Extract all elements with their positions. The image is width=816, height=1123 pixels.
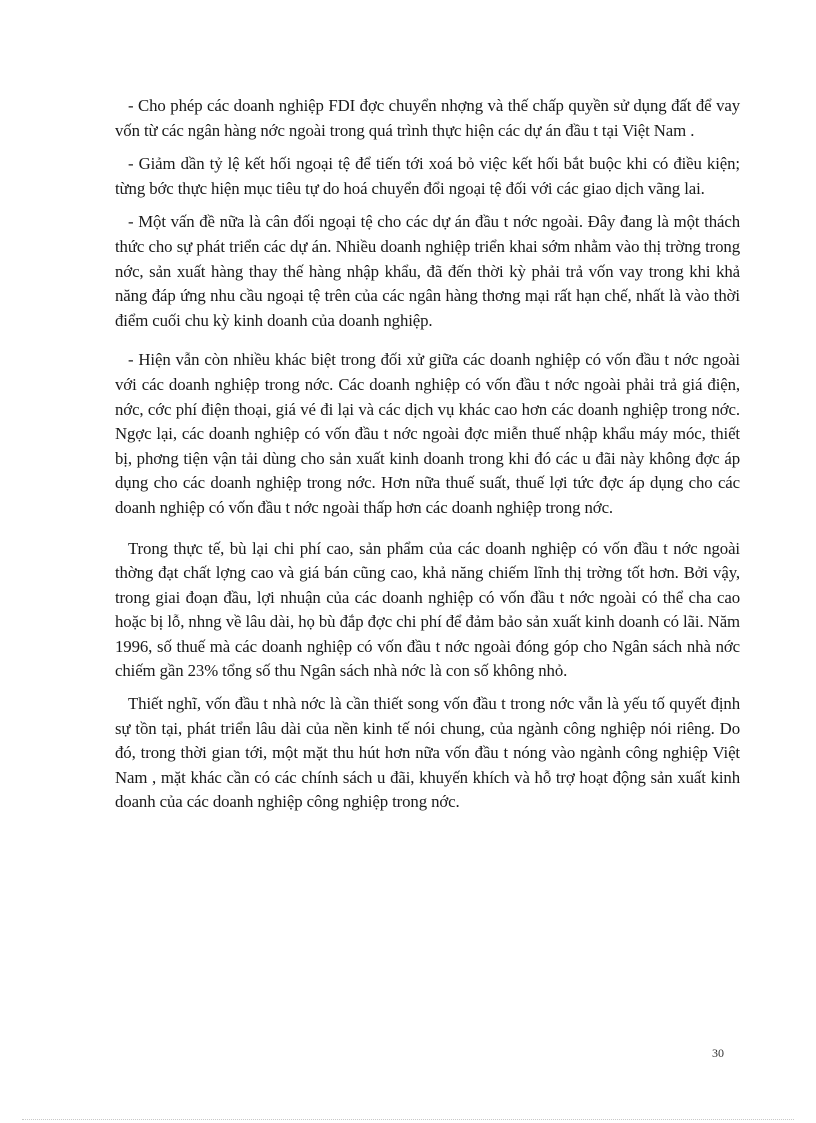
document-body (115, 94, 740, 815)
paragraph-fdi-land-rights: - Cho phép các doanh nghiệp FDI đợc chuyển nhợng và thế chấp quyền sử dụng đất để vay vốn từ các ngân hàng nớc ngoài trong quá trình thực hiện các dự án đầu t tại Việt Nam . (115, 96, 740, 140)
page-number: 30 (712, 1046, 724, 1060)
paragraph-currency-balance: - Một vấn đề nữa là cân đối ngoại tệ cho các dự án đầu t nớc ngoài. Đây đang là một thách thức cho sự phát triển các dự án. Nhiều doanh nghiệp triển khai sớm nhằm vào thị trờng trong nớc, sản xuất hàng thay thế hàng nhập khẩu, đã đến thời kỳ phải trả vốn vay trong khi khả năng đáp ứng nhu cầu ngoại tệ trên của các ngân hàng thơng mại rất hạn chế, nhất là vào thời điểm cuối chu kỳ kinh doanh của doanh nghiệp. (115, 212, 740, 330)
paragraph-in-practice: Trong thực tế, bù lại chi phí cao, sản phẩm của các doanh nghiệp có vốn đầu t nớc ngoài thờng đạt chất lợng cao và giá bán cũng cao, khả năng chiếm lĩnh thị trờng tốt hơn. Bởi vậy, trong giai đoạn đầu, lợi nhuận của các doanh nghiệp có vốn đầu t nớc ngoài có thể cha cao hoặc bị lỗ, nhng về lâu dài, họ bù đắp đợc chi phí để đảm bảo sản xuất kinh doanh có lãi. Năm 1996, số thuế mà các doanh nghiệp có vốn đầu t nớc ngoài đóng góp cho Ngân sách nhà nớc chiếm gần 23% tổng số thu Ngân sách nhà nớc là con số không nhỏ. (115, 538, 740, 681)
paragraph-treatment-differences: - Hiện vẫn còn nhiều khác biệt trong đối xử giữa các doanh nghiệp có vốn đầu t nớc ngoài với các doanh nghiệp trong nớc. Các doanh nghiệp có vốn đầu t nớc ngoài phải trả giá điện, nớc, cớc phí điện thoại, giá vé đi lại và các dịch vụ khác cao hơn các doanh nghiệp trong nớc. Ngợc lại, các doanh nghiệp có vốn đầu t nớc ngoài đợc miễn thuế nhập khẩu máy móc, thiết bị, phơng tiện vận tải dùng cho sản xuất kinh doanh trong khi đó các u đãi này không đợc áp dụng cho các doanh nghiệp trong nớc. Hơn nữa thuế suất, thuế lợi tức đợc áp dụng cho các doanh nghiệp có vốn đầu t nớc ngoài thấp hơn các doanh nghiệp trong nớc. (115, 350, 740, 517)
paragraph-conclusion: Thiết nghĩ, vốn đầu t nhà nớc là cần thiết song vốn đầu t trong nớc vẫn là yếu tố quyết định sự tồn tại, phát triển lâu dài của nền kinh tế nói chung, của ngành công nghiệp nói riêng. Do đó, trong thời gian tới, một mặt thu hút hơn nữa vốn đầu t nóng vào ngành công nghiệp Việt Nam , mặt khác cần có các chính sách u đãi, khuyến khích và hỗ trợ hoạt động sản xuất kinh doanh của các doanh nghiệp công nghiệp trong nớc. (115, 694, 740, 812)
page-bottom-divider (22, 1119, 794, 1120)
paragraph-foreign-exchange: - Giảm dần tỷ lệ kết hối ngoại tệ để tiến tới xoá bỏ việc kết hối bắt buộc khi có điều kiện; từng bớc thực hiện mục tiêu tự do hoá chuyển đổi ngoại tệ đối với các giao dịch vãng lai. (115, 154, 740, 198)
